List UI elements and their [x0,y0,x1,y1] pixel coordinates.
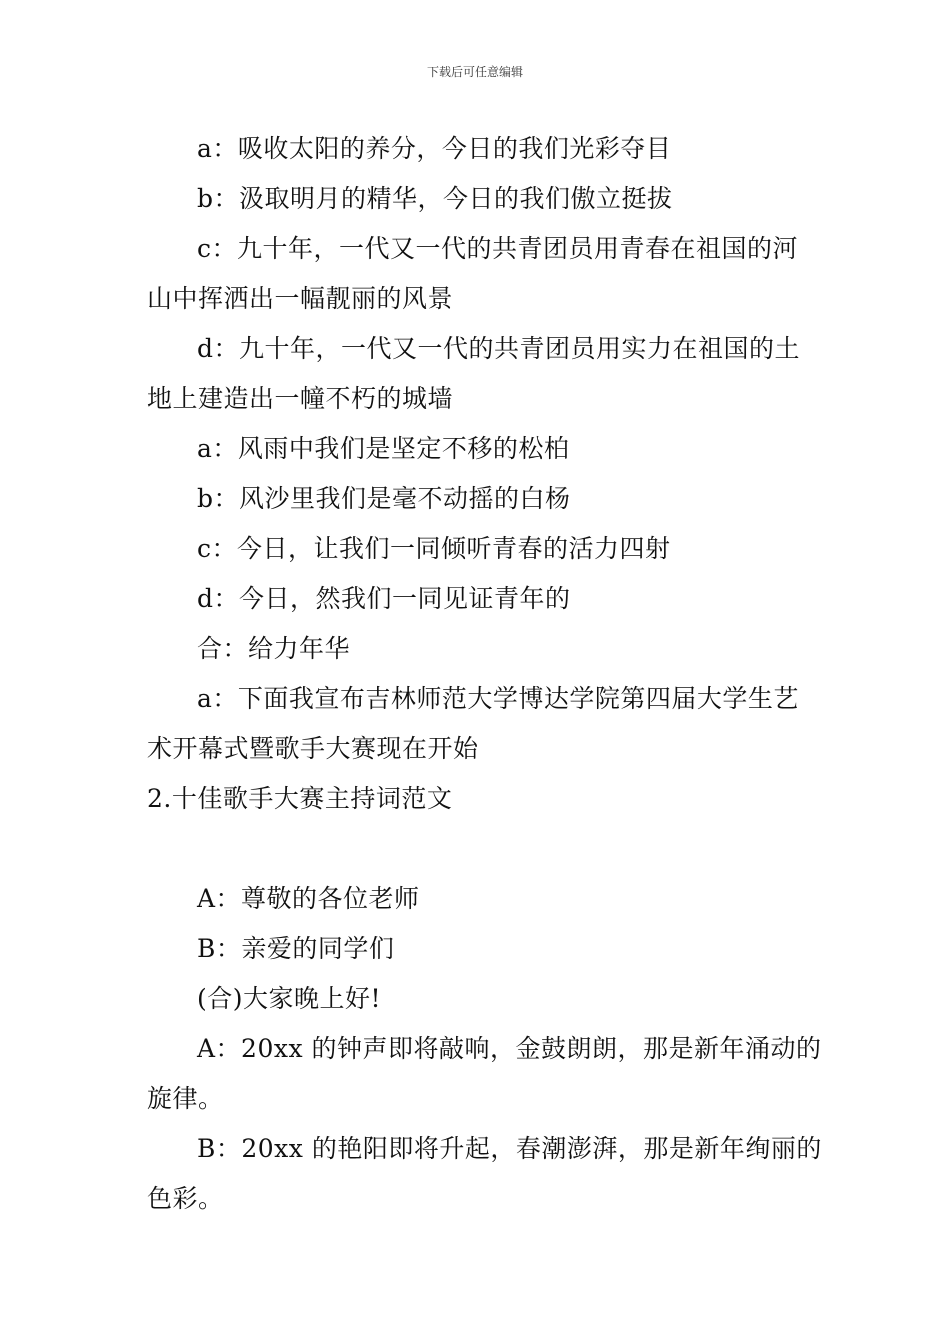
paragraph-line: 合：给力年华 [197,634,351,663]
paragraph-line: B：亲爱的同学们 [197,934,395,963]
paragraph-line: 色彩。 [147,1184,224,1213]
paragraph-line: 旋律。 [147,1084,224,1113]
paragraph-line: (合)大家晚上好! [197,984,382,1013]
paragraph-line: c：今日，让我们一同倾听青春的活力四射 [197,534,671,563]
blank-line [147,824,807,874]
paragraph-line: d：今日，然我们一同见证青年的 [197,584,571,613]
paragraph-line: a：下面我宣布吉林师范大学博达学院第四届大学生艺 [197,684,799,713]
paragraph-line: c：九十年，一代又一代的共青团员用青春在祖国的河 [197,234,799,263]
paragraph-line: A：20xx 的钟声即将敲响，金鼓朗朗，那是新年涌动的 [197,1034,822,1063]
section-heading: 2.十佳歌手大赛主持词范文 [147,784,453,813]
paragraph-line: d：九十年，一代又一代的共青团员用实力在祖国的土 [197,334,801,363]
paragraph-line: b：汲取明月的精华，今日的我们傲立挺拔 [197,184,673,213]
paragraph-line: 术开幕式暨歌手大赛现在开始 [147,734,479,763]
paragraph-line: B：20xx 的艳阳即将升起，春潮澎湃，那是新年绚丽的 [197,1134,822,1163]
document-body [147,124,822,1224]
page-header: 下载后可任意编辑 [426,65,523,79]
paragraph-line: a：风雨中我们是坚定不移的松柏 [197,434,570,463]
paragraph-line: 地上建造出一幢不朽的城墙 [147,384,454,413]
paragraph-line: 山中挥洒出一幅靓丽的风景 [147,284,454,313]
paragraph-line: b：风沙里我们是毫不动摇的白杨 [197,484,571,513]
paragraph-line: a：吸收太阳的养分，今日的我们光彩夺目 [197,134,672,163]
paragraph-line: A：尊敬的各位老师 [197,884,420,913]
